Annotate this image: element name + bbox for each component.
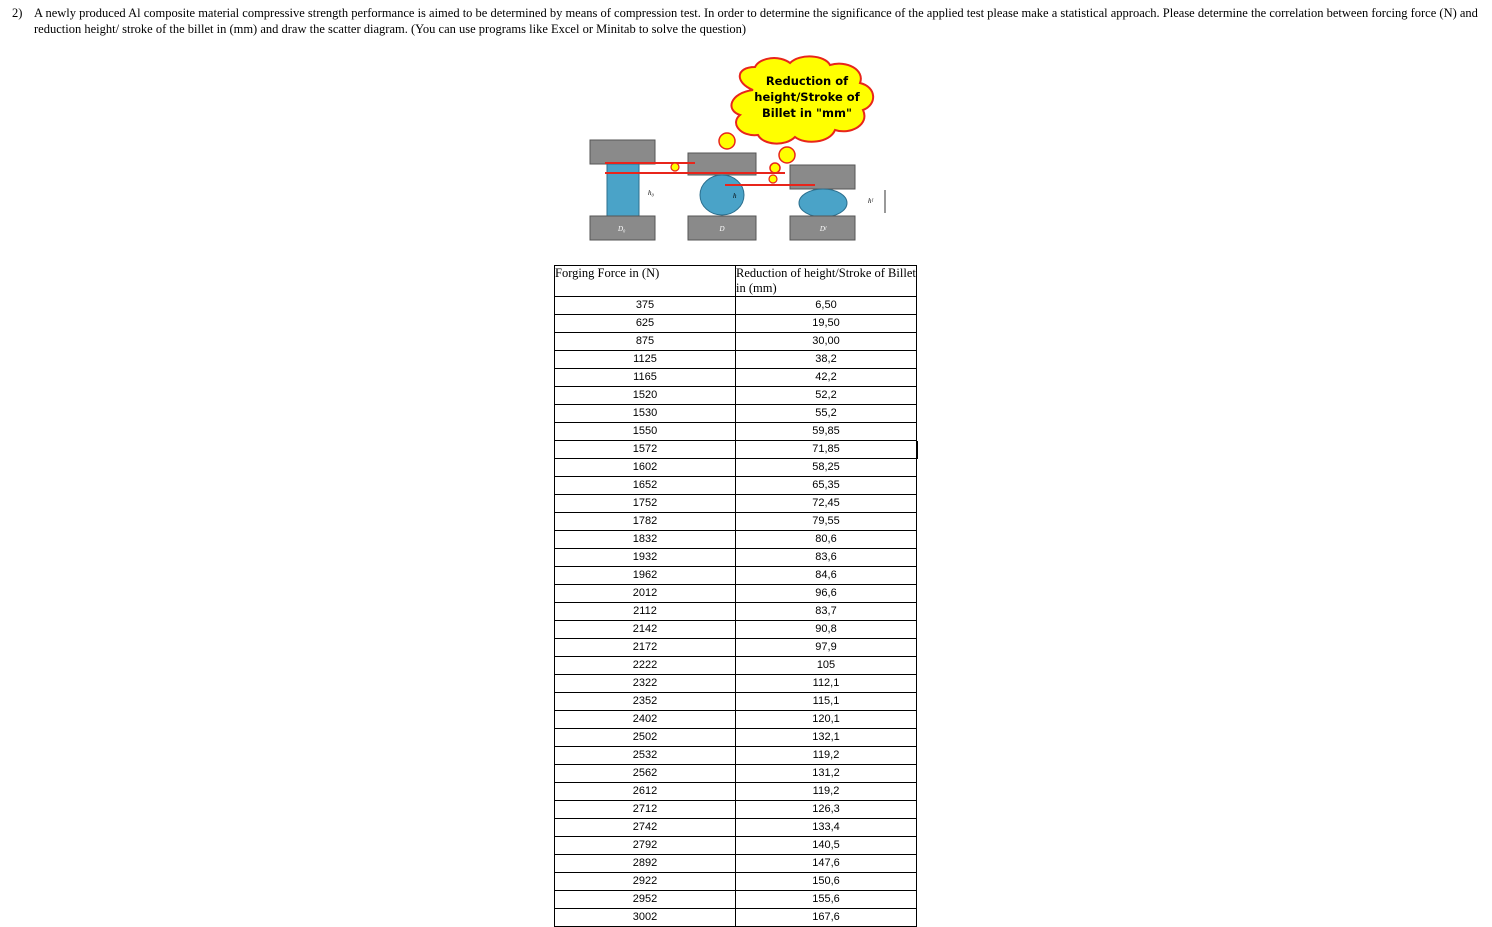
compression-test-figure [585, 55, 910, 250]
forging-force-cell: 2352 [555, 693, 736, 711]
forging-force-cell: 2222 [555, 657, 736, 675]
forging-force-cell: 2922 [555, 873, 736, 891]
forging-force-cell: 2322 [555, 675, 736, 693]
forging-force-cell: 1125 [555, 351, 736, 369]
reduction-height-cell: 71,85 [736, 441, 917, 459]
reduction-height-cell: 30,00 [736, 333, 917, 351]
table-row [555, 387, 917, 405]
table-row [555, 315, 917, 333]
label-hf: hᶠ [868, 197, 873, 205]
data-table [554, 265, 917, 927]
forging-force-cell: 3002 [555, 909, 736, 927]
table-row [555, 891, 917, 909]
reduction-height-cell: 119,2 [736, 747, 917, 765]
forging-force-cell: 2142 [555, 621, 736, 639]
reduction-height-cell: 133,4 [736, 819, 917, 837]
table-row [555, 747, 917, 765]
forging-force-cell: 375 [555, 297, 736, 315]
table-row [555, 711, 917, 729]
stage-intermediate [688, 153, 756, 240]
label-h0: h₀ [648, 189, 654, 197]
billet-initial [607, 164, 639, 216]
table-row [555, 351, 917, 369]
reduction-height-cell: 80,6 [736, 531, 917, 549]
reduction-height-cell: 112,1 [736, 675, 917, 693]
cloud-bubble-large [719, 133, 735, 149]
reduction-height-cell: 140,5 [736, 837, 917, 855]
forging-force-cell: 2532 [555, 747, 736, 765]
forging-force-cell: 1932 [555, 549, 736, 567]
forging-force-cell: 2402 [555, 711, 736, 729]
reduction-height-cell: 6,50 [736, 297, 917, 315]
forging-force-cell: 2712 [555, 801, 736, 819]
table-row [555, 657, 917, 675]
reduction-height-cell: 119,2 [736, 783, 917, 801]
reduction-height-cell: 147,6 [736, 855, 917, 873]
table-row [555, 567, 917, 585]
reduction-height-cell: 59,85 [736, 423, 917, 441]
reduction-height-cell: 83,6 [736, 549, 917, 567]
billet-intermediate [700, 175, 744, 215]
forging-force-cell: 2792 [555, 837, 736, 855]
forging-force-cell: 2952 [555, 891, 736, 909]
forging-force-cell: 2502 [555, 729, 736, 747]
reduction-height-cell: 83,7 [736, 603, 917, 621]
forging-force-cell: 1832 [555, 531, 736, 549]
reduction-height-cell: 167,6 [736, 909, 917, 927]
header-forging-force: Forging Force in (N) [555, 266, 736, 297]
reduction-height-cell: 38,2 [736, 351, 917, 369]
reduction-height-cell: 90,8 [736, 621, 917, 639]
forging-force-cell: 1782 [555, 513, 736, 531]
table-row [555, 297, 917, 315]
table-row [555, 729, 917, 747]
forging-force-cell: 2012 [555, 585, 736, 603]
upper-platen [590, 140, 655, 164]
reduction-height-cell: 19,50 [736, 315, 917, 333]
table-row [555, 405, 917, 423]
table-row [555, 801, 917, 819]
reduction-height-cell: 55,2 [736, 405, 917, 423]
forging-force-cell: 2612 [555, 783, 736, 801]
forging-force-cell: 1520 [555, 387, 736, 405]
table-row [555, 693, 917, 711]
label-d: D [719, 225, 725, 233]
forging-force-cell: 2112 [555, 603, 736, 621]
table-row [555, 495, 917, 513]
cloud-bubble-small [770, 163, 780, 173]
table-row [555, 855, 917, 873]
table-row [555, 369, 917, 387]
table-row [555, 621, 917, 639]
cloud-line-3: Billet in "mm" [762, 106, 852, 120]
table-row [555, 549, 917, 567]
question-number: 2) [12, 6, 23, 20]
reduction-height-cell: 105 [736, 657, 917, 675]
reduction-height-cell: 150,6 [736, 873, 917, 891]
reduction-height-cell: 126,3 [736, 801, 917, 819]
label-h: h [733, 192, 737, 200]
cloud-line-2: height/Stroke of [754, 90, 860, 104]
forging-force-cell: 1602 [555, 459, 736, 477]
table-row [555, 765, 917, 783]
reduction-height-cell: 132,1 [736, 729, 917, 747]
forging-force-cell: 1652 [555, 477, 736, 495]
forging-force-cell: 1752 [555, 495, 736, 513]
cloud-bubble-mid [779, 147, 795, 163]
table-row [555, 909, 917, 927]
table-row [555, 459, 917, 477]
reduction-height-cell: 52,2 [736, 387, 917, 405]
reduction-height-cell: 96,6 [736, 585, 917, 603]
table-row [555, 837, 917, 855]
table-row [555, 675, 917, 693]
forging-force-cell: 1530 [555, 405, 736, 423]
forging-force-cell: 2562 [555, 765, 736, 783]
stage-initial [590, 140, 655, 240]
forging-force-cell: 2892 [555, 855, 736, 873]
table-row [555, 333, 917, 351]
table-row [555, 513, 917, 531]
label-d0: D₀ [618, 225, 626, 233]
reduction-height-cell: 131,2 [736, 765, 917, 783]
upper-platen [688, 153, 756, 175]
table-row [555, 639, 917, 657]
forging-force-cell: 1165 [555, 369, 736, 387]
forging-force-cell: 1572 [555, 441, 736, 459]
reduction-height-cell: 115,1 [736, 693, 917, 711]
forging-force-cell: 1550 [555, 423, 736, 441]
table-row [555, 477, 917, 495]
table-header-row [555, 266, 917, 297]
forging-force-cell: 1962 [555, 567, 736, 585]
table-row [555, 531, 917, 549]
forging-force-cell: 875 [555, 333, 736, 351]
reduction-height-cell: 97,9 [736, 639, 917, 657]
label-df: Dᶠ [819, 225, 827, 233]
reduction-height-cell: 72,45 [736, 495, 917, 513]
reduction-height-cell: 42,2 [736, 369, 917, 387]
reduction-height-cell: 79,55 [736, 513, 917, 531]
question-text: A newly produced Al composite material compressive strength performance is aimed to be determined by means of compression test. In order to determine the significance of the applied test please make a statistical approach. Please determine the correlation between forcing force (N) and reduction height/ stroke of the billet in (mm) and draw the scatter diagram. (You can use programs like Excel or Minitab to solve the question) [34, 6, 1478, 36]
reduction-height-cell: 155,6 [736, 891, 917, 909]
forging-force-cell: 625 [555, 315, 736, 333]
reduction-height-cell: 84,6 [736, 567, 917, 585]
reduction-height-cell: 58,25 [736, 459, 917, 477]
stage-final [790, 165, 875, 240]
table-row [555, 585, 917, 603]
table-row [555, 873, 917, 891]
header-reduction-height: Reduction of height/Stroke of Billet in (mm) [736, 266, 916, 295]
cursor-mark [917, 441, 918, 459]
table-row [555, 783, 917, 801]
forging-force-cell: 2172 [555, 639, 736, 657]
table-row [555, 819, 917, 837]
reduction-height-cell: 120,1 [736, 711, 917, 729]
reduction-height-cell: 65,35 [736, 477, 917, 495]
table-row [555, 441, 917, 459]
forging-force-cell: 2742 [555, 819, 736, 837]
cloud-line-1: Reduction of [765, 74, 849, 88]
table-row [555, 423, 917, 441]
table-row [555, 603, 917, 621]
billet-final [799, 189, 847, 217]
